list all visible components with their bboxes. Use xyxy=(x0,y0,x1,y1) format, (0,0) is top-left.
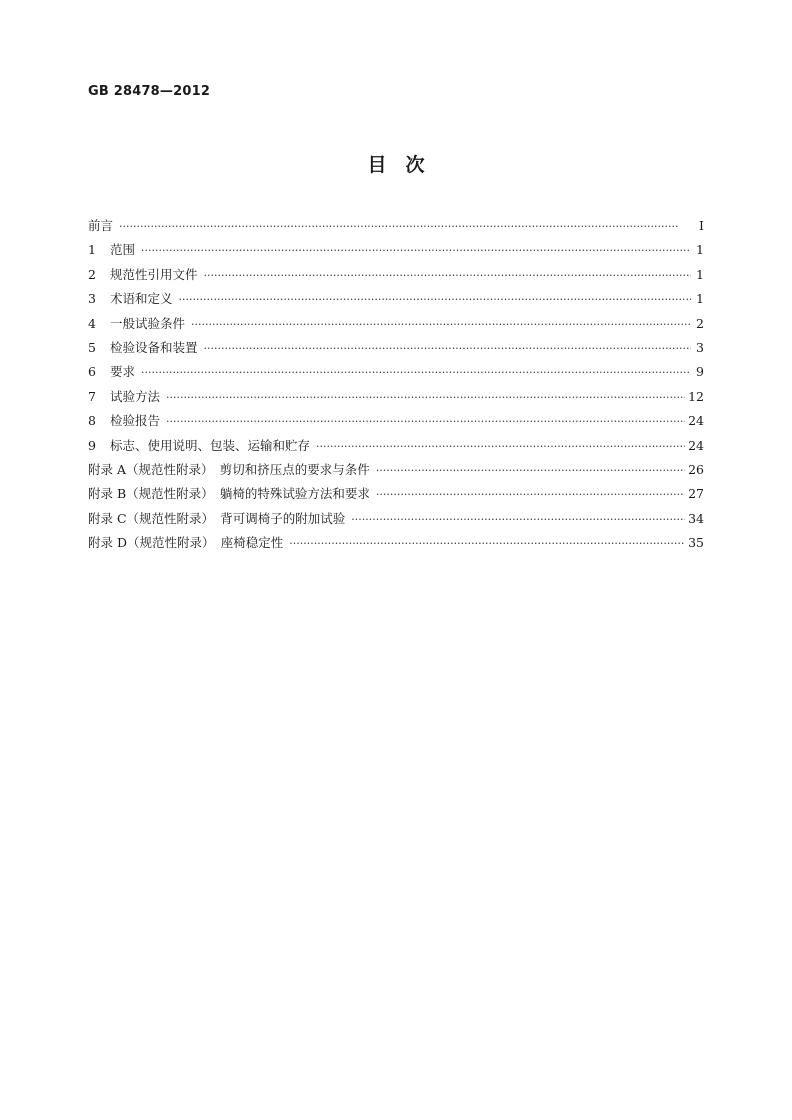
toc-entry-label: 前言 xyxy=(88,218,114,233)
dot-leader xyxy=(119,215,691,238)
toc-entry-label: 要求 xyxy=(110,364,136,380)
toc-entry-3[interactable] xyxy=(88,287,704,311)
toc-entry-page: 24 xyxy=(688,413,704,429)
dot-leader xyxy=(289,532,685,555)
toc-entry-label: 一般试验条件 xyxy=(110,315,186,331)
toc-entry-label: 试验方法 xyxy=(110,388,161,404)
toc-entry-number: 6 xyxy=(88,364,96,380)
dot-leader xyxy=(191,313,691,336)
toc-entry-label: 检验设备和装置 xyxy=(110,339,198,355)
toc-entry-page: 2 xyxy=(696,315,704,331)
toc-entry-label: 规范性引用文件 xyxy=(110,266,198,282)
toc-entry-label: 标志、使用说明、包装、运输和贮存 xyxy=(110,437,311,453)
toc-entry-label: 术语和定义 xyxy=(110,291,173,307)
toc-entry-number: 3 xyxy=(88,291,96,307)
toc-entry-label: 附录 A（规范性附录） 剪切和挤压点的要求与条件 xyxy=(88,461,370,477)
toc-entry-label: 附录 D（规范性附录） 座椅稳定性 xyxy=(88,535,284,551)
toc-entry-label: 附录 B（规范性附录） 躺椅的特殊试验方法和要求 xyxy=(88,486,370,502)
toc-entry-label: 范围 xyxy=(110,242,136,258)
dot-leader xyxy=(166,386,685,409)
toc-entry-page: 1 xyxy=(696,242,704,258)
toc-entry-page: 27 xyxy=(688,486,704,502)
toc-entry-page: 9 xyxy=(696,364,704,380)
toc-entry-4[interactable] xyxy=(88,312,704,336)
toc-entry-page: 34 xyxy=(688,510,704,526)
toc-entry-8[interactable] xyxy=(88,409,704,433)
toc-entry-number: 1 xyxy=(88,242,96,258)
toc-entry-1[interactable] xyxy=(88,238,704,262)
table-of-contents xyxy=(88,214,704,555)
toc-entry-number: 9 xyxy=(88,437,96,453)
toc-entry-9[interactable] xyxy=(88,434,704,458)
toc-entry-annex-b[interactable] xyxy=(88,482,704,506)
standard-code: GB 28478—2012 xyxy=(88,84,211,99)
toc-entry-7[interactable] xyxy=(88,385,704,409)
toc-entry-5[interactable] xyxy=(88,336,704,360)
toc-entry-annex-d[interactable] xyxy=(88,531,704,555)
toc-entry-page: 12 xyxy=(688,388,704,404)
dot-leader xyxy=(316,435,685,458)
toc-entry-number: 5 xyxy=(88,339,96,355)
toc-entry-page: 3 xyxy=(696,339,704,355)
dot-leader xyxy=(376,483,685,506)
toc-entry-page: Ⅰ xyxy=(699,218,704,233)
toc-entry-page: 1 xyxy=(696,266,704,282)
page-title: 目 次 xyxy=(367,154,425,176)
toc-entry-2[interactable] xyxy=(88,263,704,287)
toc-entry-number: 2 xyxy=(88,266,96,282)
toc-entry-annex-c[interactable] xyxy=(88,507,704,531)
toc-entry-number: 8 xyxy=(88,413,96,429)
dot-leader xyxy=(351,508,685,531)
toc-entry-page: 1 xyxy=(696,291,704,307)
toc-entry-number: 7 xyxy=(88,388,96,404)
toc-entry-6[interactable] xyxy=(88,360,704,384)
toc-entry-annex-a[interactable] xyxy=(88,458,704,482)
dot-leader xyxy=(141,239,691,262)
toc-entry-page: 35 xyxy=(688,535,704,551)
toc-entry-page: 26 xyxy=(688,461,704,477)
toc-entry-label: 附录 C（规范性附录） 背可调椅子的附加试验 xyxy=(88,510,346,526)
dot-leader xyxy=(141,361,691,384)
dot-leader xyxy=(166,410,685,433)
toc-entry-page: 24 xyxy=(688,437,704,453)
dot-leader xyxy=(204,264,691,287)
toc-entry-label: 检验报告 xyxy=(110,413,161,429)
toc-entry-foreword[interactable] xyxy=(88,214,704,238)
toc-entry-number: 4 xyxy=(88,315,96,331)
dot-leader xyxy=(376,459,685,482)
dot-leader xyxy=(204,337,691,360)
dot-leader xyxy=(179,288,691,311)
